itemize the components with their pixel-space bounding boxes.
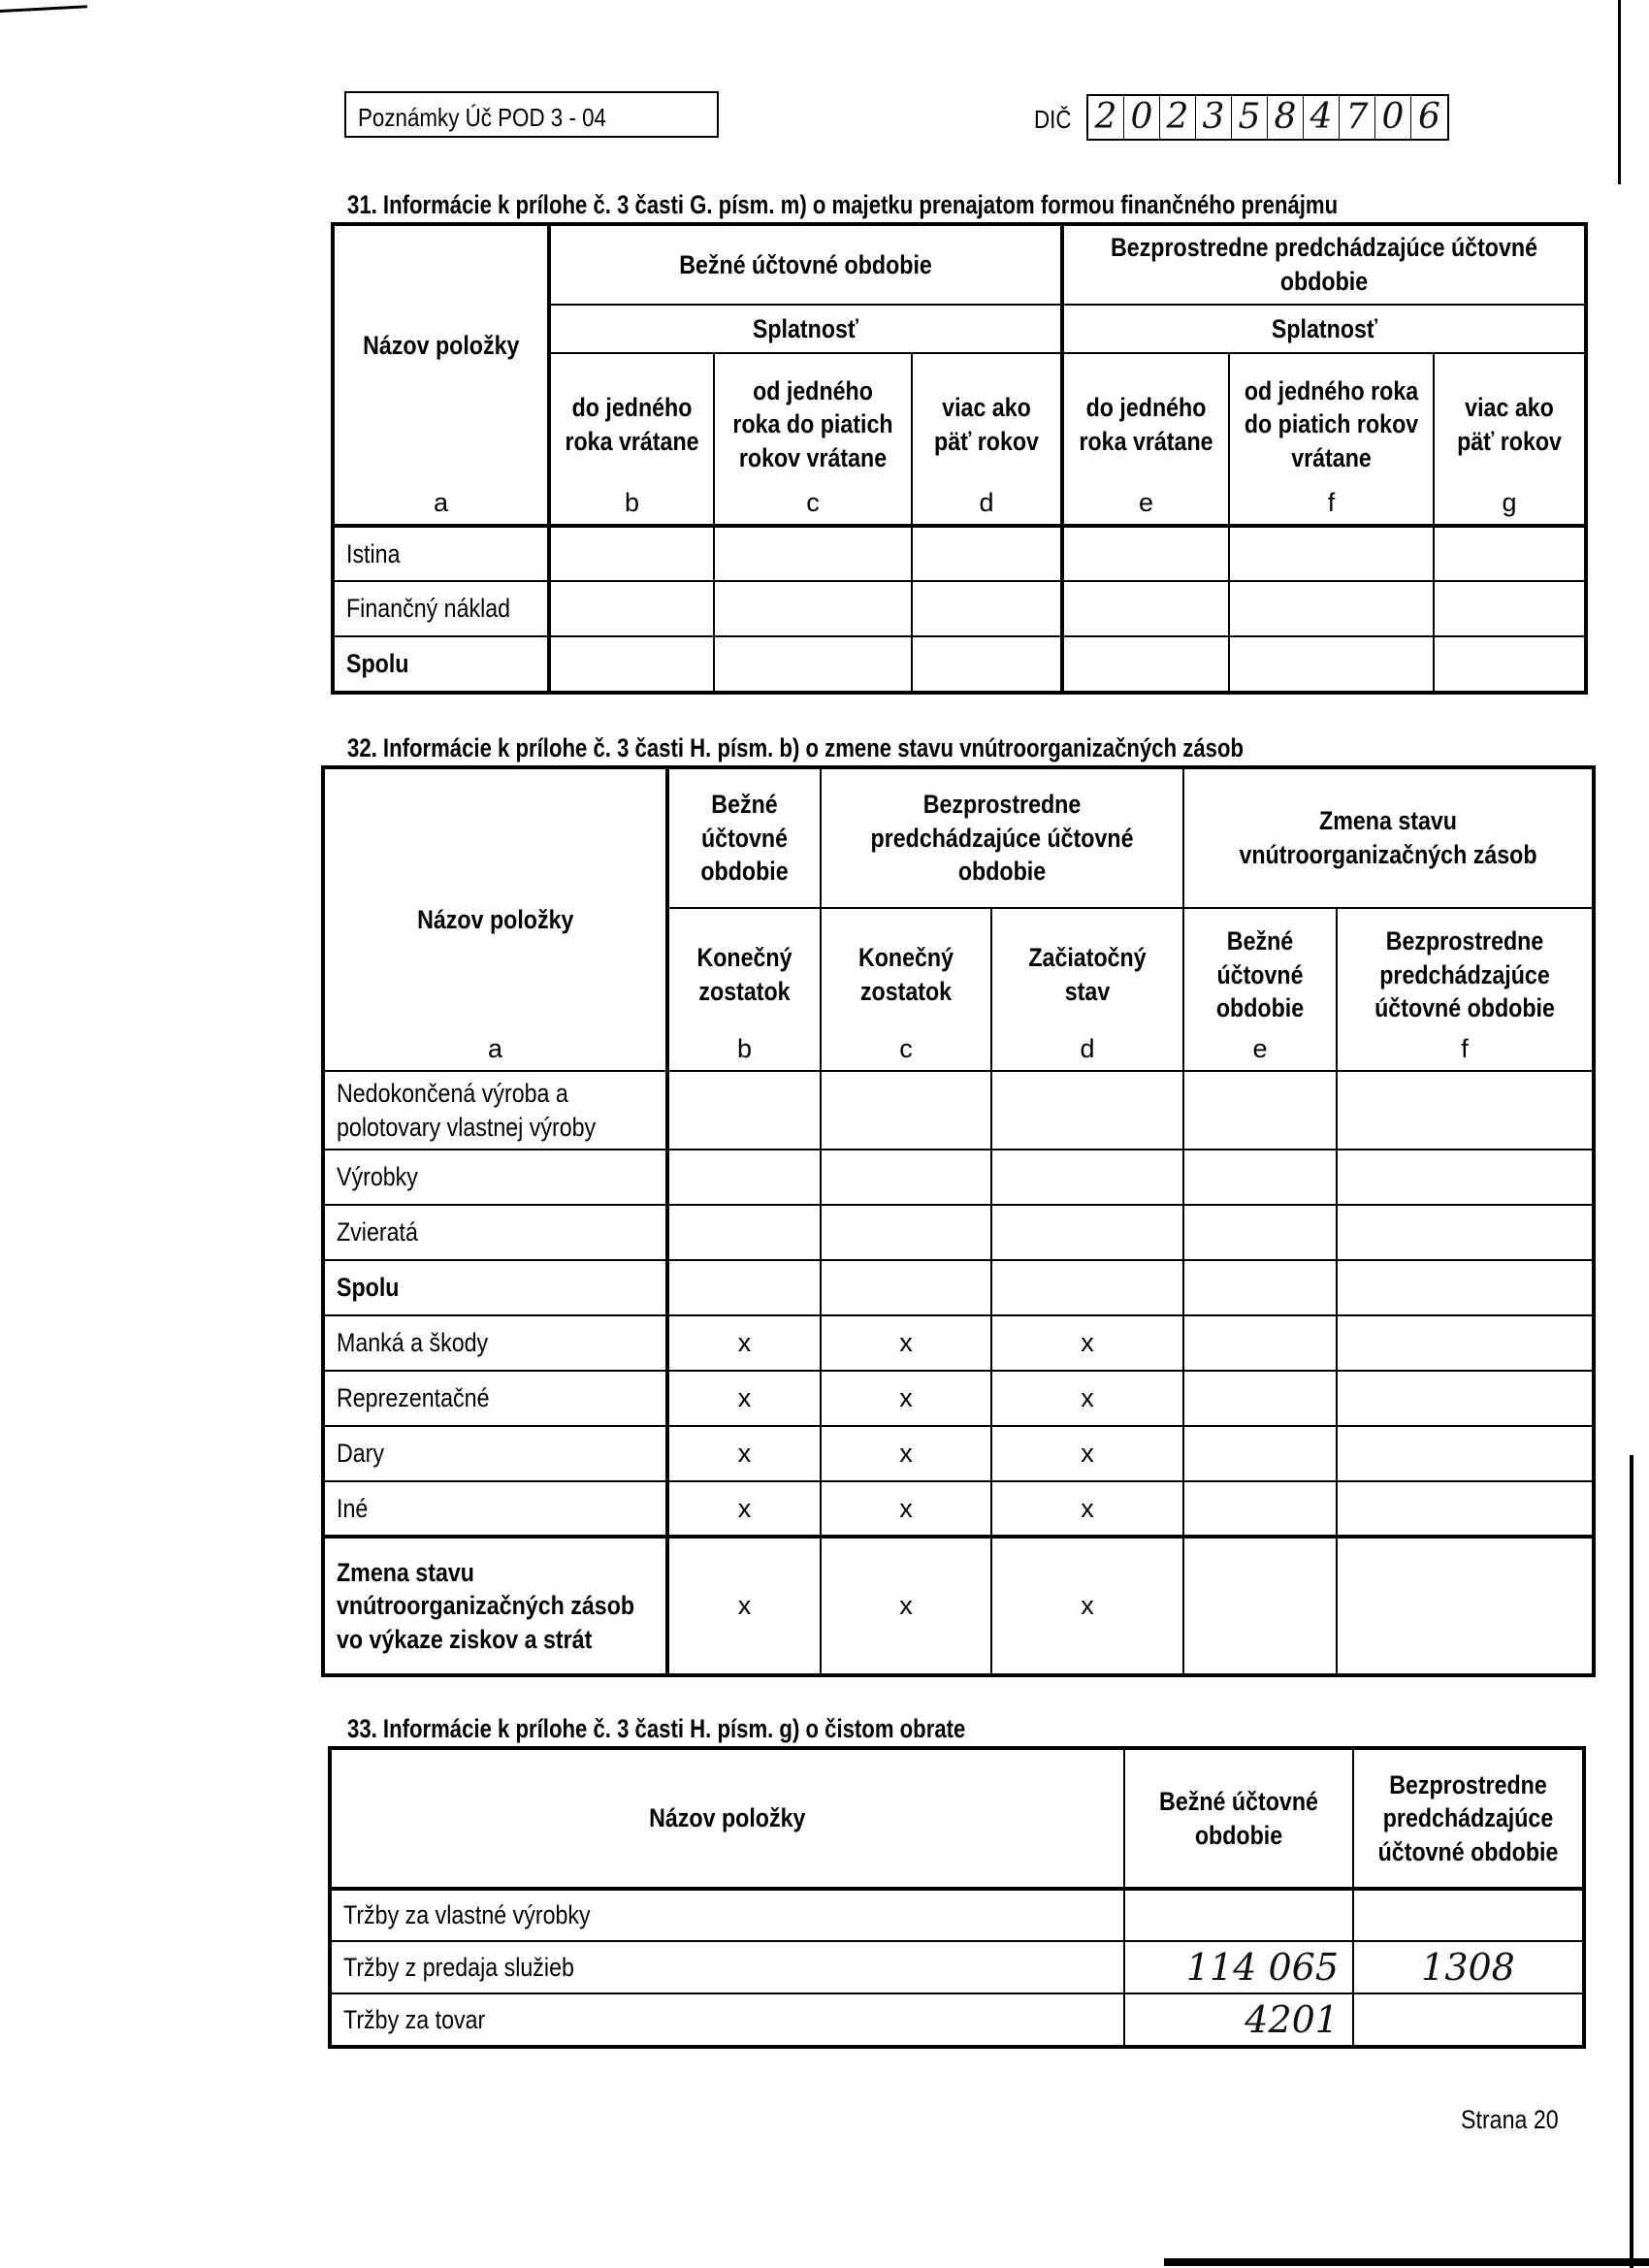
value-cell[interactable] xyxy=(1434,636,1585,692)
dic-digit[interactable]: 0 xyxy=(1375,96,1411,139)
table-row xyxy=(324,1537,1593,1674)
value-cell[interactable] xyxy=(1434,526,1585,581)
header-label: do jedného roka vrátane xyxy=(565,392,699,456)
row-label: Iné xyxy=(337,1493,369,1523)
row-label-cell xyxy=(334,526,549,581)
previous-period-value[interactable]: 1308 xyxy=(1353,1941,1583,1993)
header-subcolumn xyxy=(714,353,912,526)
value-cell[interactable] xyxy=(912,581,1062,636)
value-cell[interactable]: x xyxy=(667,1426,821,1481)
header-label: Zmena stavu vnútroorganizačných zásob xyxy=(1239,806,1537,869)
value-cell[interactable] xyxy=(1337,1150,1593,1205)
dic-digit[interactable]: 7 xyxy=(1340,96,1375,139)
header-previous-period xyxy=(821,768,1183,908)
value-cell[interactable] xyxy=(549,526,714,581)
row-label: Finančný náklad xyxy=(346,594,511,624)
value-cell[interactable] xyxy=(714,581,912,636)
header-splatnost xyxy=(1062,305,1585,353)
value-cell[interactable] xyxy=(667,1205,821,1260)
row-label-cell xyxy=(324,1371,667,1426)
current-period-value[interactable]: 114 065 xyxy=(1124,1941,1353,1993)
previous-period-value[interactable] xyxy=(1353,1889,1583,1941)
column-letter: d xyxy=(979,488,994,518)
value-cell[interactable] xyxy=(1337,1071,1593,1150)
scan-page-edge xyxy=(1618,0,1621,184)
value-cell[interactable] xyxy=(1062,636,1229,692)
table-row xyxy=(331,1941,1583,1993)
table-row xyxy=(334,581,1585,636)
header-subcolumn xyxy=(1183,908,1337,1071)
value-cell[interactable]: x xyxy=(667,1315,821,1371)
header-label: od jedného roka do piatich rokov vrátane xyxy=(1244,375,1419,472)
column-letter: c xyxy=(806,488,820,518)
column-letter: a xyxy=(433,488,449,518)
value-cell[interactable]: x xyxy=(821,1537,991,1674)
header-label: Konečný zostatok xyxy=(696,943,792,1006)
column-letter: g xyxy=(1502,488,1517,518)
row-label: Tržby za vlastné výrobky xyxy=(343,1900,591,1930)
header-change xyxy=(1183,768,1593,908)
header-name-column xyxy=(324,768,667,1071)
column-letter: c xyxy=(899,1034,913,1064)
column-letter: d xyxy=(1080,1034,1095,1064)
section-33-title: 33. Informácie k prílohe č. 3 časti H. písm. g) o čistom obrate xyxy=(347,1714,966,1743)
section-31-table xyxy=(333,224,1586,693)
section-32-title: 32. Informácie k prílohe č. 3 časti H. písm. b) o zmene stavu vnútroorganizačných zásob xyxy=(347,733,1244,762)
dic-digit[interactable]: 8 xyxy=(1268,96,1304,139)
value-cell[interactable] xyxy=(714,636,912,692)
value-cell[interactable] xyxy=(1337,1315,1593,1371)
column-letter: a xyxy=(487,1034,503,1064)
header-previous-period xyxy=(1353,1749,1583,1889)
value-cell[interactable] xyxy=(549,636,714,692)
row-label: Spolu xyxy=(346,649,409,679)
value-cell[interactable] xyxy=(714,526,912,581)
row-label-cell xyxy=(324,1537,667,1674)
row-label: Zmena stavu vnútroorganizačných zásob vo výkaze ziskov a strát xyxy=(337,1557,635,1654)
header-subcolumn xyxy=(1062,353,1229,526)
table-row xyxy=(324,1481,1593,1537)
value-cell[interactable]: x xyxy=(667,1481,821,1537)
header-label: Názov položky xyxy=(649,1803,806,1833)
value-cell[interactable] xyxy=(549,581,714,636)
header-label: do jedného roka vrátane xyxy=(1079,392,1213,456)
header-label: Konečný zostatok xyxy=(857,943,954,1006)
row-label-cell xyxy=(334,581,549,636)
column-letter: b xyxy=(624,488,640,518)
column-letter: e xyxy=(1252,1034,1268,1064)
value-cell[interactable]: x xyxy=(821,1315,991,1371)
dic-digit[interactable]: 5 xyxy=(1232,96,1268,139)
row-label: Spolu xyxy=(337,1273,400,1303)
row-label-cell xyxy=(324,1426,667,1481)
value-cell[interactable]: x xyxy=(991,1371,1183,1426)
table-row xyxy=(324,1371,1593,1426)
header-subcolumn xyxy=(991,908,1183,1071)
value-cell[interactable] xyxy=(991,1150,1183,1205)
value-cell[interactable]: x xyxy=(821,1426,991,1481)
value-cell[interactable]: x xyxy=(821,1481,991,1537)
value-cell[interactable] xyxy=(912,526,1062,581)
table-row xyxy=(331,1993,1583,2046)
dic-digit[interactable]: 0 xyxy=(1124,96,1160,139)
header-name-column xyxy=(334,225,549,526)
column-letter: b xyxy=(736,1034,753,1064)
row-label: Dary xyxy=(337,1439,385,1469)
row-label: Manká a škody xyxy=(337,1328,489,1358)
row-label-cell xyxy=(324,1481,667,1537)
section-33-table xyxy=(330,1748,1584,2047)
header-subcolumn xyxy=(1337,908,1593,1071)
column-letter: e xyxy=(1138,488,1154,518)
value-cell[interactable] xyxy=(1229,526,1434,581)
row-label-cell xyxy=(331,1941,1124,1993)
row-label: Reprezentačné xyxy=(337,1383,490,1413)
header-label: Bežné účtovné obdobie xyxy=(700,790,789,887)
header-label: Bežné účtovné obdobie xyxy=(1159,1786,1318,1850)
value-cell[interactable] xyxy=(1337,1205,1593,1260)
row-label-cell xyxy=(334,636,549,692)
value-cell[interactable]: x xyxy=(667,1537,821,1674)
row-label-cell xyxy=(324,1315,667,1371)
value-cell[interactable] xyxy=(821,1205,991,1260)
table-row xyxy=(324,1071,1593,1150)
row-label: Zvieratá xyxy=(337,1217,418,1247)
value-cell[interactable]: x xyxy=(821,1371,991,1426)
header-previous-period xyxy=(1062,225,1585,305)
dic-digit[interactable]: 6 xyxy=(1418,97,1440,137)
value-cell[interactable] xyxy=(1062,526,1229,581)
dic-field[interactable] xyxy=(1086,94,1449,141)
header-current-period xyxy=(549,225,1062,305)
value-cell[interactable] xyxy=(1183,1150,1337,1205)
header-subcolumn xyxy=(1434,353,1585,526)
value-cell[interactable] xyxy=(1337,1371,1593,1426)
row-label: Nedokončená výroba a polotovary vlastnej výroby xyxy=(337,1078,597,1142)
header-label: Bežné účtovné obdobie xyxy=(679,249,932,279)
value-cell[interactable] xyxy=(1183,1481,1337,1537)
dic-digit[interactable]: 3 xyxy=(1196,96,1232,139)
header-name-column xyxy=(331,1749,1124,1889)
value-cell[interactable] xyxy=(1183,1260,1337,1315)
value-cell[interactable] xyxy=(1183,1537,1337,1674)
value-cell[interactable] xyxy=(667,1071,821,1150)
value-cell[interactable]: x xyxy=(991,1315,1183,1371)
dic-label: DIČ xyxy=(1034,105,1072,134)
dic-digit[interactable]: 2 xyxy=(1160,96,1196,139)
row-label-cell xyxy=(324,1260,667,1315)
header-label: Názov položky xyxy=(362,331,520,360)
header-label: Bezprostredne predchádzajúce účtovné obdobie xyxy=(1377,1769,1559,1866)
table-row xyxy=(324,1150,1593,1205)
value-cell[interactable] xyxy=(667,1260,821,1315)
header-current-period xyxy=(1124,1749,1353,1889)
column-letter: f xyxy=(1327,488,1336,518)
value-cell[interactable]: x xyxy=(991,1481,1183,1537)
value-cell[interactable] xyxy=(1337,1481,1593,1537)
header-label: viac ako päť rokov xyxy=(934,392,1039,456)
header-label: Bežné účtovné obdobie xyxy=(1215,926,1305,1023)
header-label: Bezprostredne predchádzajúce účtovné obdobie xyxy=(1374,926,1555,1023)
value-cell[interactable]: x xyxy=(991,1426,1183,1481)
header-subcolumn xyxy=(821,908,991,1071)
value-cell[interactable] xyxy=(991,1205,1183,1260)
row-label: Výrobky xyxy=(337,1162,418,1192)
header-subcolumn xyxy=(912,353,1062,526)
header-label: Bezprostredne predchádzajúce účtovné obdobie xyxy=(870,790,1134,887)
value-cell[interactable] xyxy=(821,1260,991,1315)
value-cell[interactable] xyxy=(1183,1315,1337,1371)
header-label: Splatnosť xyxy=(1271,313,1377,343)
header-label: viac ako päť rokov xyxy=(1457,392,1562,456)
section-32-table xyxy=(323,767,1594,1675)
form-id-text: Poznámky Úč POD 3 - 04 xyxy=(358,103,606,132)
value-cell[interactable] xyxy=(1337,1426,1593,1481)
header-label: Splatnosť xyxy=(752,313,859,343)
value-cell[interactable] xyxy=(667,1150,821,1205)
row-label-cell xyxy=(324,1150,667,1205)
value-cell[interactable] xyxy=(821,1150,991,1205)
header-current-period xyxy=(667,768,821,908)
scan-page-edge xyxy=(1164,2258,1649,2266)
current-period-value[interactable]: 4201 xyxy=(1124,1993,1353,2046)
table-row xyxy=(324,1426,1593,1481)
scan-page-edge xyxy=(1630,1455,1633,2268)
value-cell[interactable]: x xyxy=(991,1537,1183,1674)
table-row xyxy=(324,1205,1593,1260)
form-id-box xyxy=(344,91,719,138)
value-cell[interactable] xyxy=(1183,1071,1337,1150)
dic-digit[interactable]: 2 xyxy=(1088,96,1124,139)
current-period-value[interactable] xyxy=(1124,1889,1353,1941)
table-row xyxy=(324,1260,1593,1315)
header-label: Názov položky xyxy=(416,904,574,934)
header-label: Bezprostredne predchádzajúce účtovné obdobie xyxy=(1111,233,1538,296)
row-label: Istina xyxy=(346,538,401,568)
header-subcolumn xyxy=(667,908,821,1071)
page-number: Strana 20 xyxy=(1461,2105,1559,2134)
row-label: Tržby za tovar xyxy=(343,2004,486,2034)
value-cell[interactable] xyxy=(1062,581,1229,636)
value-cell[interactable] xyxy=(1229,581,1434,636)
header-subcolumn xyxy=(549,353,714,526)
header-label: Začiatočný stav xyxy=(1028,943,1147,1006)
value-cell[interactable] xyxy=(991,1260,1183,1315)
header-subcolumn xyxy=(1229,353,1434,526)
row-label: Tržby z predaja služieb xyxy=(343,1952,574,1982)
value-cell[interactable] xyxy=(1183,1205,1337,1260)
header-label: od jedného roka do piatich rokov vrátane xyxy=(732,375,893,472)
previous-period-value[interactable] xyxy=(1353,1993,1583,2046)
value-cell[interactable] xyxy=(1183,1371,1337,1426)
table-row xyxy=(334,526,1585,581)
table-row xyxy=(334,636,1585,692)
row-label-cell xyxy=(331,1889,1124,1941)
value-cell[interactable] xyxy=(1183,1426,1337,1481)
row-label-cell xyxy=(331,1993,1124,2046)
row-label-cell xyxy=(324,1071,667,1150)
table-row xyxy=(331,1889,1583,1941)
value-cell[interactable] xyxy=(1337,1537,1593,1674)
row-label-cell xyxy=(324,1205,667,1260)
table-row xyxy=(324,1315,1593,1371)
section-31-title: 31. Informácie k prílohe č. 3 časti G. písm. m) o majetku prenajatom formou finančného prenájmu xyxy=(347,190,1339,219)
value-cell[interactable] xyxy=(912,636,1062,692)
header-splatnost xyxy=(549,305,1062,353)
value-cell[interactable]: x xyxy=(667,1371,821,1426)
value-cell[interactable] xyxy=(821,1071,991,1150)
scan-artifact-line xyxy=(0,5,87,13)
value-cell[interactable] xyxy=(1229,636,1434,692)
column-letter: f xyxy=(1461,1034,1469,1064)
value-cell[interactable] xyxy=(1337,1260,1593,1315)
dic-digit[interactable]: 4 xyxy=(1304,96,1340,139)
value-cell[interactable] xyxy=(1434,581,1585,636)
value-cell[interactable] xyxy=(991,1071,1183,1150)
